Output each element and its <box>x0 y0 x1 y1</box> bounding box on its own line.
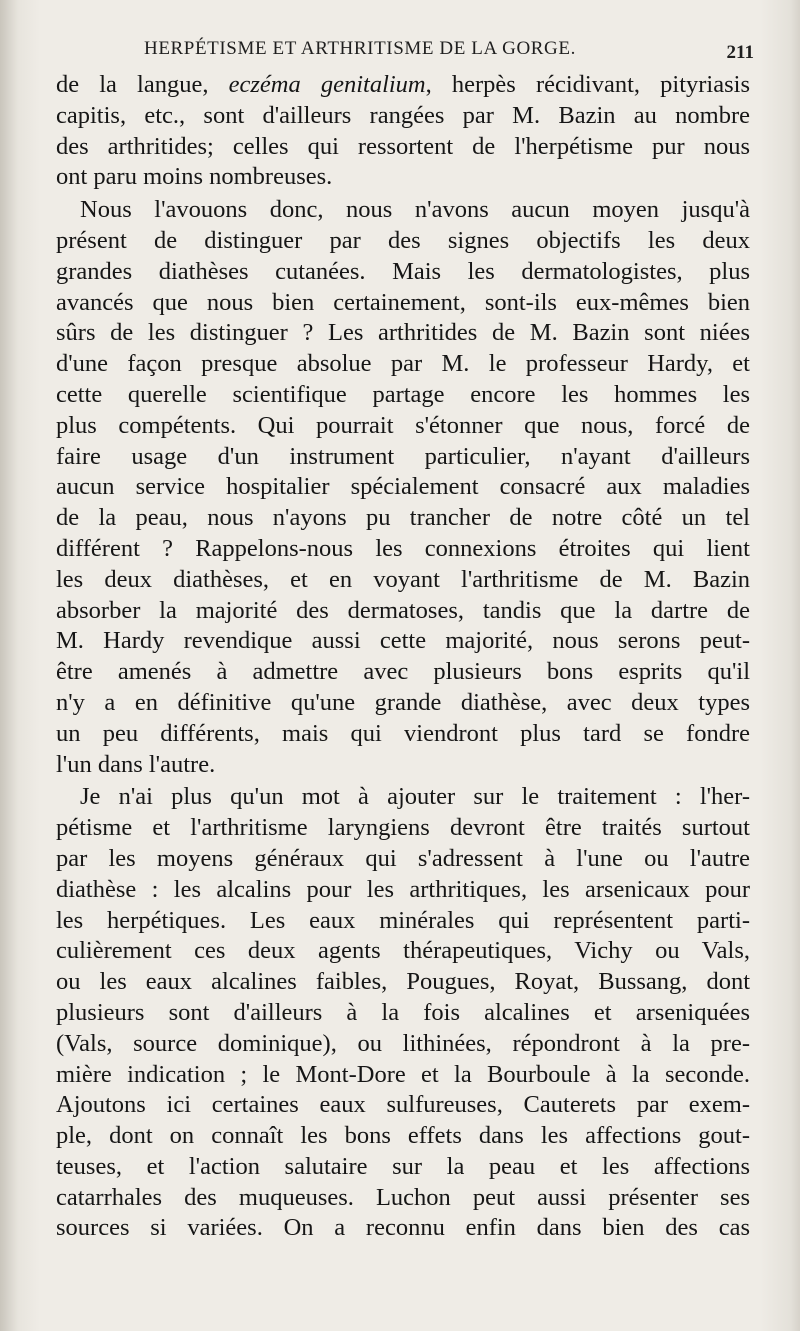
body-text <box>56 70 750 1244</box>
text-line: mière indication ; le Mont-Dore et la Bourboule à la seconde. <box>56 1060 750 1088</box>
running-title: HERPÉTISME ET ARTHRITISME DE LA GORGE. <box>144 38 576 59</box>
text-line: Ajoutons ici certaines eaux sulfureuses, Cauterets par exem- <box>56 1091 750 1119</box>
text-line: l'un dans l'autre. <box>56 750 216 778</box>
text-line: aucun service hospitalier spécialement consacré aux maladies <box>56 473 750 501</box>
text-line: capitis, etc., sont d'ailleurs rangées par M. Bazin au nombre <box>56 101 750 129</box>
text-line: grandes diathèses cutanées. Mais les dermatologistes, plus <box>56 257 750 285</box>
text-line: d'une façon presque absolue par M. le professeur Hardy, et <box>56 350 750 378</box>
text-line: un peu différents, mais qui viendront plus tard se fondre <box>56 719 750 747</box>
text-line: différent ? Rappelons-nous les connexions étroites qui lient <box>56 534 750 562</box>
text-line: ont paru moins nombreuses. <box>56 163 333 191</box>
text-line: culièrement ces deux agents thérapeutiques, Vichy ou Vals, <box>56 937 750 965</box>
text-line: M. Hardy revendique aussi cette majorité, nous serons peut- <box>56 627 750 655</box>
text-line: teuses, et l'action salutaire sur la peau et les affections <box>56 1152 750 1180</box>
paragraph-2 <box>56 195 750 780</box>
paragraph-1 <box>56 70 750 193</box>
text-line: des arthritides; celles qui ressortent de l'herpétisme pur nous <box>56 132 750 160</box>
text-line: Je n'ai plus qu'un mot à ajouter sur le traitement : l'her- <box>80 783 750 811</box>
text-line: pétisme et l'arthritisme laryngiens devront être traités surtout <box>56 814 750 842</box>
text-line: présent de distinguer par des signes objectifs les deux <box>56 226 750 254</box>
text-line: les herpétiques. Les eaux minérales qui représentent parti- <box>56 906 750 934</box>
text-line: absorber la majorité des dermatoses, tandis que la dartre de <box>56 596 750 624</box>
running-header <box>58 38 758 68</box>
page-number: 211 <box>726 42 754 63</box>
text-line: faire usage d'un instrument particulier, n'ayant d'ailleurs <box>56 442 750 470</box>
text-line: ou les eaux alcalines faibles, Pougues, Royat, Bussang, dont <box>56 968 750 996</box>
text-line: plusieurs sont d'ailleurs à la fois alcalines et arseniquées <box>56 998 750 1026</box>
text-line: (Vals, source dominique), ou lithinées, répondront à la pre- <box>56 1029 750 1057</box>
text-line: cette querelle scientifique partage encore les hommes les <box>56 380 750 408</box>
text-line: par les moyens généraux qui s'adressent à l'une ou l'autre <box>56 844 750 872</box>
paragraph-3 <box>56 782 750 1244</box>
text-line: diathèse : les alcalins pour les arthritiques, les arsenicaux pour <box>56 875 750 903</box>
text-line: les deux diathèses, et en voyant l'arthritisme de M. Bazin <box>56 565 750 593</box>
text-line: plus compétents. Qui pourrait s'étonner que nous, forcé de <box>56 411 750 439</box>
text-line: sûrs de les distinguer ? Les arthritides de M. Bazin sont niées <box>56 319 750 347</box>
text-line: de la peau, nous n'ayons pu trancher de notre côté un tel <box>56 504 750 532</box>
text-line: de la langue, eczéma genitalium, herpès récidivant, pityriasis <box>56 71 750 98</box>
text-line: catarrhales des muqueuses. Luchon peut aussi présenter ses <box>56 1183 750 1211</box>
text-line: avancés que nous bien certainement, sont-ils eux-mêmes bien <box>56 288 750 316</box>
text-line: Nous l'avouons donc, nous n'avons aucun moyen jusqu'à <box>80 196 750 224</box>
text-line: sources si variées. On a reconnu enfin dans bien des cas <box>56 1214 750 1242</box>
text-line: n'y a en définitive qu'une grande diathèse, avec deux types <box>56 688 750 716</box>
text-line: être amenés à admettre avec plusieurs bons esprits qu'il <box>56 658 750 686</box>
text-line: ple, dont on connaît les bons effets dans les affections gout- <box>56 1122 750 1150</box>
